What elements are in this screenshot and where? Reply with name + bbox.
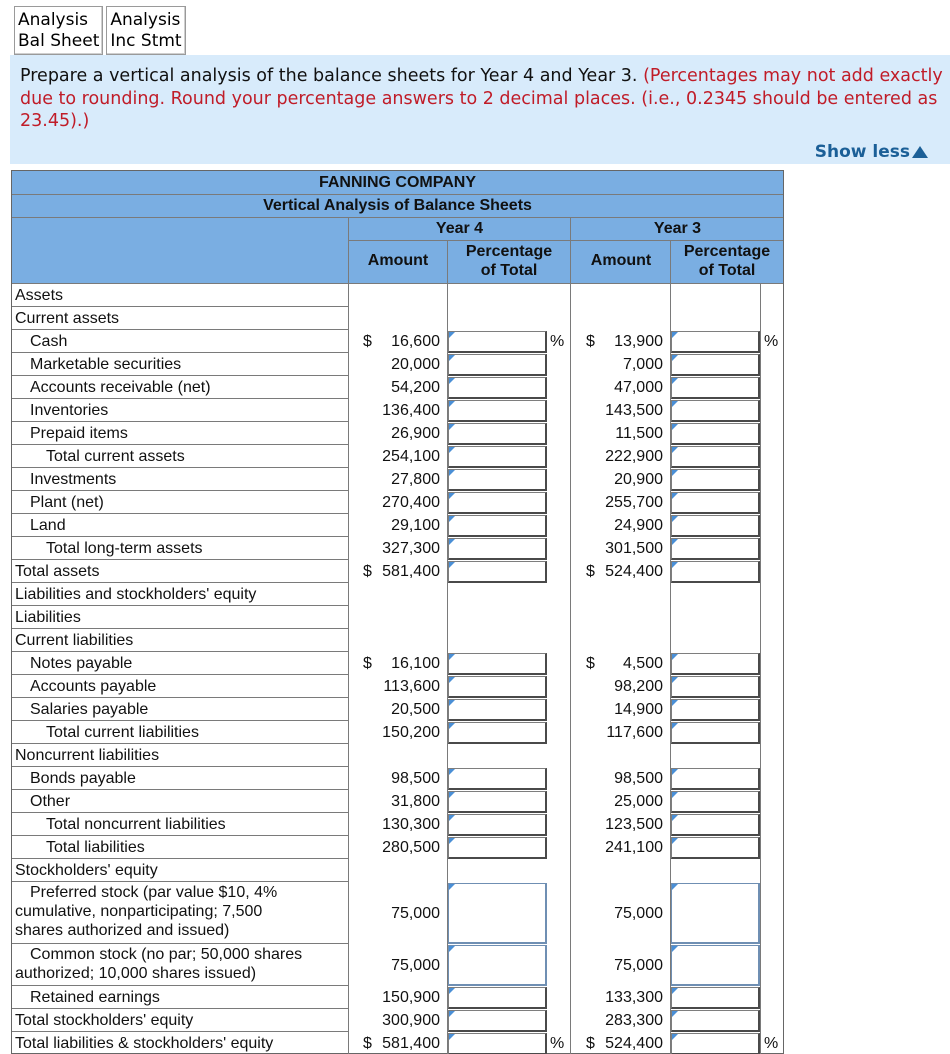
year4-amount: 113,600 <box>383 678 440 695</box>
year3-amount: 11,500 <box>615 425 663 442</box>
year4-amount: 20,500 <box>391 701 440 718</box>
year3-amount: 98,200 <box>614 678 663 695</box>
year3-amount: 98,500 <box>614 770 663 787</box>
common-stock-label-line: Common stock (no par; 50,000 shares <box>30 946 303 963</box>
row-label: Stockholders' equity <box>15 862 158 879</box>
tab-label-line1: Analysis <box>110 10 181 30</box>
year3-amount: 25,000 <box>614 793 663 810</box>
year4-percent-input[interactable] <box>448 492 547 514</box>
row-label: Liabilities and stockholders' equity <box>15 586 257 603</box>
preferred-stock-label-line: Preferred stock (par value $10, 4% <box>30 884 278 901</box>
year3-percent-input[interactable] <box>671 515 760 537</box>
dollar-sign: $ <box>586 1035 595 1052</box>
year3-amount: 255,700 <box>605 494 663 511</box>
year3-amount: 75,000 <box>614 957 663 974</box>
year3-amount: 123,500 <box>605 816 663 833</box>
year4-percent-input[interactable] <box>448 538 547 560</box>
year4-amount: 75,000 <box>391 957 440 974</box>
dollar-sign: $ <box>363 563 372 580</box>
percent-sign: % <box>764 333 779 350</box>
year4-amount: 31,800 <box>391 793 440 810</box>
dollar-sign: $ <box>586 333 595 350</box>
year4-percent-input[interactable] <box>448 676 547 698</box>
dollar-sign: $ <box>363 1035 372 1052</box>
year4-amount: 581,400 <box>382 1035 440 1052</box>
tab-label-line1: Analysis <box>18 10 89 30</box>
year3-percent-input[interactable] <box>671 768 760 790</box>
year3-percent-input[interactable] <box>671 837 760 859</box>
year4-percent-input[interactable] <box>448 331 547 353</box>
instructions-main: Prepare a vertical analysis of the balance sheets for Year 4 and Year 3. <box>20 66 638 86</box>
year4-amount: 29,100 <box>391 517 440 534</box>
year4-amount: 270,400 <box>382 494 440 511</box>
year3-percent-input[interactable] <box>671 469 760 491</box>
divider <box>12 283 783 284</box>
instructions-text <box>20 65 945 133</box>
divider <box>349 240 783 241</box>
divider <box>12 217 783 218</box>
caret-up-icon <box>912 146 928 158</box>
year3-amount: 301,500 <box>605 540 663 557</box>
row-label: Other <box>30 793 71 810</box>
year4-amount: 16,600 <box>391 333 440 350</box>
year4-amount-header: Amount <box>349 241 447 281</box>
year3-amount: 222,900 <box>605 448 663 465</box>
year3-amount: 47,000 <box>614 379 663 396</box>
year4-percent-input[interactable] <box>448 987 547 1009</box>
year4-percent-input[interactable] <box>448 722 547 744</box>
year4-header: Year 4 <box>349 219 570 239</box>
divider <box>12 881 348 882</box>
year4-percent-input[interactable] <box>448 653 547 675</box>
row-label: Total long-term assets <box>46 540 203 557</box>
year4-amount: 581,400 <box>382 563 440 580</box>
row-label: Notes payable <box>30 655 133 672</box>
year4-percent-input[interactable] <box>448 814 547 836</box>
tab-label-line2: Bal Sheet <box>18 31 100 51</box>
row-label: Total liabilities <box>46 839 145 856</box>
divider <box>570 217 571 1054</box>
year3-percent-input[interactable] <box>671 883 760 944</box>
row-label: Investments <box>30 471 117 488</box>
year3-header: Year 3 <box>572 219 783 239</box>
tab-analysis-inc-stmt[interactable] <box>106 6 185 55</box>
year3-amount: 117,600 <box>606 724 663 741</box>
year4-amount: 54,200 <box>391 379 440 396</box>
year3-amount: 524,400 <box>605 1035 663 1052</box>
row-label: Inventories <box>30 402 109 419</box>
year4-amount: 280,500 <box>382 839 440 856</box>
show-less-label: Show less <box>814 142 910 162</box>
year3-percent-input[interactable] <box>671 945 760 986</box>
year4-amount: 327,300 <box>382 540 440 557</box>
year4-amount: 20,000 <box>391 356 440 373</box>
row-label: Plant (net) <box>30 494 104 511</box>
year3-percent-input[interactable] <box>671 400 760 422</box>
row-label: Noncurrent liabilities <box>15 747 160 764</box>
company-name: FANNING COMPANY <box>12 173 783 193</box>
row-label: Marketable securities <box>30 356 182 373</box>
year3-amount: 143,500 <box>605 402 663 419</box>
year4-percent-input[interactable] <box>448 377 547 399</box>
tab-bar <box>14 6 189 55</box>
tab-analysis-bal-sheet[interactable] <box>14 6 103 55</box>
tab-label-line2: Inc Stmt <box>110 31 182 51</box>
percent-sign: % <box>550 333 565 350</box>
year3-amount: 7,000 <box>622 356 663 373</box>
row-label: Total liabilities & stockholders' equity <box>15 1035 274 1052</box>
year4-percent-input[interactable] <box>448 561 547 583</box>
pct-header-line1: Percentage <box>683 243 771 260</box>
row-label: Total current liabilities <box>46 724 199 741</box>
year3-amount: 14,900 <box>614 701 663 718</box>
dollar-sign: $ <box>363 333 372 350</box>
pct-header-line1: Percentage <box>465 243 553 260</box>
preferred-stock-label <box>12 883 348 940</box>
year3-percent-input[interactable] <box>671 1010 760 1032</box>
year4-amount: 16,100 <box>391 655 440 672</box>
pct-header-line2: of Total <box>698 262 756 279</box>
row-label: Bonds payable <box>30 770 136 787</box>
year4-amount: 130,300 <box>382 816 440 833</box>
year4-amount: 27,800 <box>391 471 440 488</box>
year4-percent-input[interactable] <box>448 515 547 537</box>
year3-percent-input[interactable] <box>671 331 760 353</box>
year4-percent-input[interactable] <box>448 423 547 445</box>
year3-percent-input[interactable] <box>671 791 760 813</box>
row-label: Total assets <box>15 563 100 580</box>
row-label: Current liabilities <box>15 632 134 649</box>
common-stock-label-line: authorized; 10,000 shares issued) <box>15 965 257 982</box>
show-less-link[interactable] <box>815 142 928 162</box>
row-label: Salaries payable <box>30 701 149 718</box>
year4-amount: 136,400 <box>382 402 440 419</box>
year3-amount: 75,000 <box>614 905 663 922</box>
year3-amount: 24,900 <box>614 517 663 534</box>
row-label: Assets <box>15 287 64 304</box>
divider <box>348 217 349 1054</box>
year4-amount: 26,900 <box>391 425 440 442</box>
year3-percentage-header <box>671 241 783 281</box>
year4-amount: 75,000 <box>391 905 440 922</box>
instructions-note: (Percentages may not add exactly due to rounding. Round your percentage answers to 2 decimal places. (i.e., 0.2345 should be entered as 23.45).) <box>20 66 943 131</box>
year3-percent-input[interactable] <box>671 653 760 675</box>
divider <box>760 284 761 1054</box>
year4-amount: 300,900 <box>382 1012 440 1029</box>
divider <box>12 943 348 944</box>
preferred-stock-label-line: shares authorized and issued) <box>15 922 230 939</box>
year4-percent-input[interactable] <box>448 446 547 468</box>
year3-percent-input[interactable] <box>671 354 760 376</box>
year4-percent-input[interactable] <box>448 354 547 376</box>
year3-percent-input[interactable] <box>671 538 760 560</box>
row-label: Liabilities <box>15 609 81 626</box>
year4-amount: 150,900 <box>382 989 440 1006</box>
row-label: Total stockholders' equity <box>15 1012 194 1029</box>
year3-percent-input[interactable] <box>671 699 760 721</box>
year3-percent-input[interactable] <box>671 446 760 468</box>
year4-percent-input[interactable] <box>448 837 547 859</box>
row-label: Total noncurrent liabilities <box>46 816 226 833</box>
divider <box>12 194 783 195</box>
percent-sign: % <box>764 1035 779 1052</box>
year3-amount: 4,500 <box>622 655 663 672</box>
dollar-sign: $ <box>586 655 595 672</box>
year4-percent-input[interactable] <box>448 883 547 944</box>
year3-percent-input[interactable] <box>671 987 760 1009</box>
row-label: Accounts payable <box>30 678 157 695</box>
year4-amount: 254,100 <box>382 448 440 465</box>
year3-amount: 20,900 <box>614 471 663 488</box>
preferred-stock-label-line: cumulative, nonparticipating; 7,500 <box>15 903 263 920</box>
year4-percentage-header <box>448 241 570 281</box>
year4-percent-input[interactable] <box>448 699 547 721</box>
percent-sign: % <box>550 1035 565 1052</box>
year3-percent-input[interactable] <box>671 561 760 583</box>
year4-amount: 150,200 <box>382 724 440 741</box>
row-label: Land <box>30 517 66 534</box>
row-label: Cash <box>30 333 68 350</box>
year4-percent-input[interactable] <box>448 1010 547 1032</box>
row-label: Retained earnings <box>30 989 160 1006</box>
year3-percent-input[interactable] <box>671 423 760 445</box>
year4-percent-input[interactable] <box>448 945 547 986</box>
year4-percent-input[interactable] <box>448 469 547 491</box>
table-title: Vertical Analysis of Balance Sheets <box>12 196 783 216</box>
dollar-sign: $ <box>363 655 372 672</box>
year4-percent-input[interactable] <box>448 768 547 790</box>
common-stock-label <box>12 945 348 983</box>
year3-percent-input[interactable] <box>671 676 760 698</box>
year3-amount: 241,100 <box>605 839 663 856</box>
year3-percent-input[interactable] <box>671 1033 760 1054</box>
year3-amount: 133,300 <box>605 989 663 1006</box>
year3-percent-input[interactable] <box>671 814 760 836</box>
balance-sheet-table <box>11 170 784 1054</box>
instructions-panel <box>10 55 950 164</box>
row-label: Accounts receivable (net) <box>30 379 211 396</box>
year3-percent-input[interactable] <box>671 377 760 399</box>
row-label: Total current assets <box>46 448 185 465</box>
dollar-sign: $ <box>586 563 595 580</box>
year4-percent-input[interactable] <box>448 1033 547 1054</box>
year3-percent-input[interactable] <box>671 492 760 514</box>
year3-percent-input[interactable] <box>671 722 760 744</box>
year3-amount: 524,400 <box>605 563 663 580</box>
row-label: Current assets <box>15 310 120 327</box>
year4-percent-input[interactable] <box>448 400 547 422</box>
year4-amount: 98,500 <box>391 770 440 787</box>
pct-header-line2: of Total <box>480 262 538 279</box>
year3-amount: 283,300 <box>605 1012 663 1029</box>
row-label: Prepaid items <box>30 425 128 442</box>
year4-percent-input[interactable] <box>448 791 547 813</box>
year3-amount: 13,900 <box>614 333 663 350</box>
year3-amount-header: Amount <box>572 241 670 281</box>
